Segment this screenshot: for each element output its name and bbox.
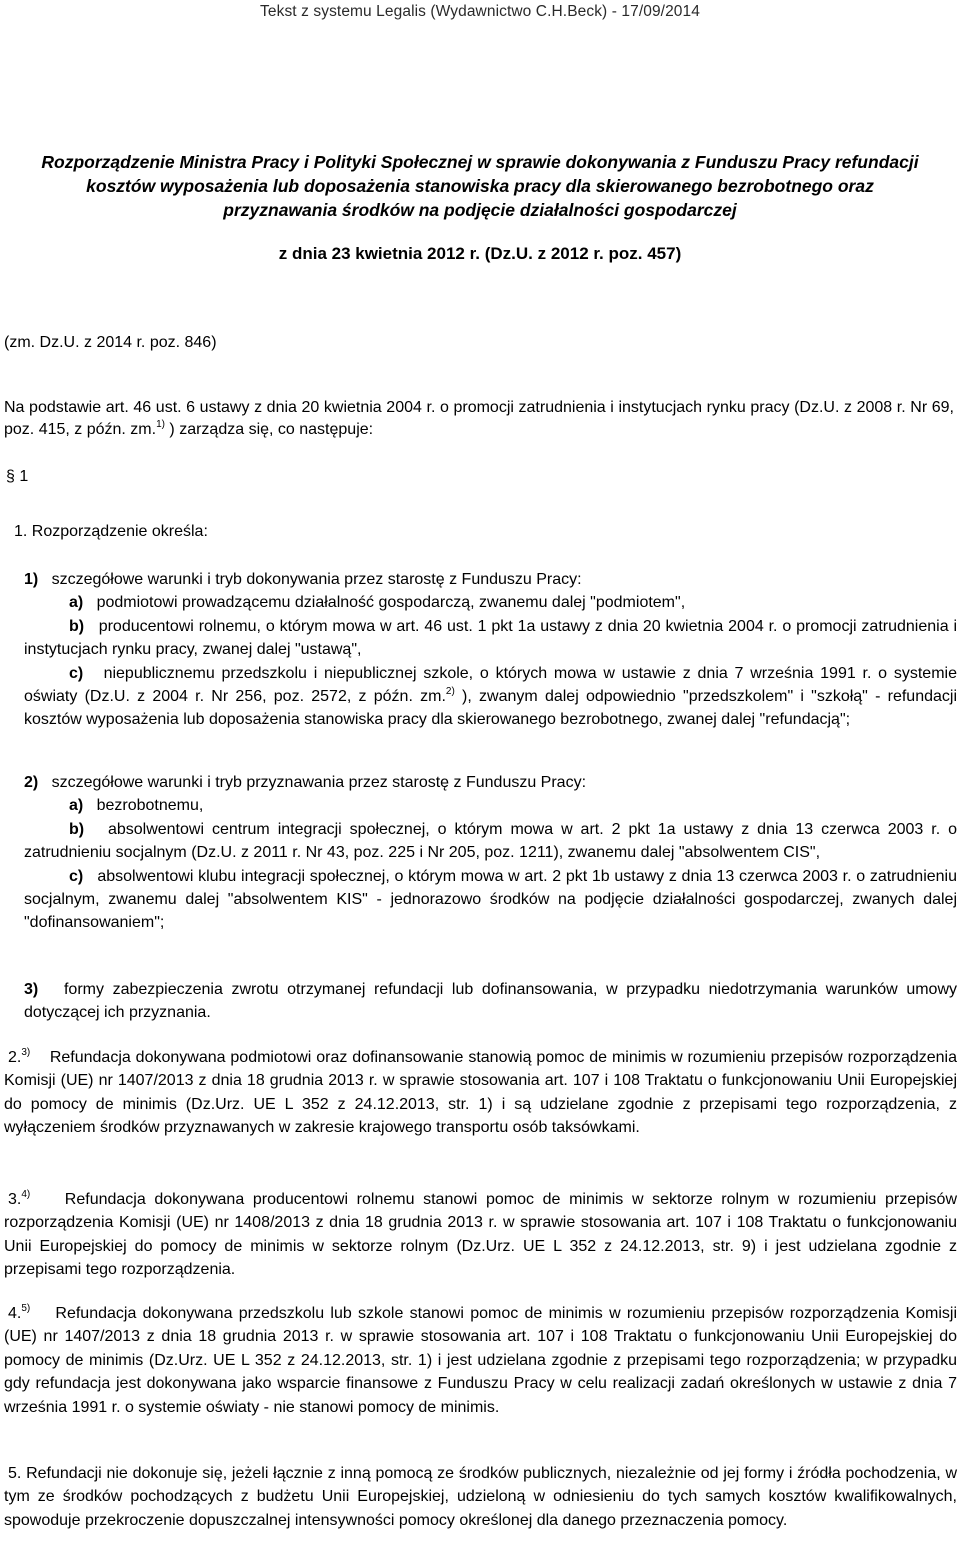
- amendments-note: (zm. Dz.U. z 2014 r. poz. 846): [4, 334, 217, 351]
- letter-label: c): [69, 867, 84, 885]
- paragraph-1-intro: 1. Rozporządzenie określa:: [14, 523, 208, 540]
- footnote-ref[interactable]: 3): [21, 1047, 31, 1058]
- letter-text: niepublicznemu przedszkolu i niepublicznej szkole, o których mowa w ustawie z dnia 7 września 1991 r. o systemie oświaty (Dz.U. z 2004 r. Nr 256, poz. 2572, z późn. zm.: [24, 664, 957, 706]
- section-mark: § 1: [6, 468, 29, 485]
- title-line: Rozporządzenie Ministra Pracy i Polityki Społecznej w sprawie dokonywania z Funduszu Pracy refundacji: [41, 152, 919, 172]
- letter-label: a): [69, 594, 84, 612]
- paragraph-5: [4, 1462, 957, 1532]
- point-2: [4, 771, 957, 935]
- point-text: szczegółowe warunki i tryb przyznawania przez starostę z Funduszu Pracy:: [51, 774, 587, 791]
- paragraph-text: Refundacja dokonywana producentowi rolnemu stanowi pomoc de minimis w sektorze rolnym w rozumieniu przepisów rozporządzenia Komisji (UE) nr 1408/2013 z dnia 18 grudnia 2013 r. w sprawie stosowania art. 107 i 108 Traktatu o funkcjonowaniu Unii Europejskiej do pomocy de minimis w sektorze rolnym (Dz.Urz. UE L 352 z 24.12.2013, str. 9) i jest udzielana zgodnie z przepisami tego rozporządzenia.: [4, 1191, 958, 1279]
- paragraph-number: 3.: [8, 1191, 22, 1208]
- point-number: 1): [24, 571, 39, 588]
- letter-text: absolwentowi centrum integracji społecznej, o którym mowa w art. 2 pkt 1a ustawy z dnia 13 czerwca 2003 r. o zatrudnieniu socjalnym (Dz.U. z 2011 r. Nr 43, poz. 225 i Nr 205, poz. 1211), zwanemu dalej "absolwentem CIS",: [24, 820, 957, 862]
- point-number: 3): [24, 981, 39, 998]
- title-line: przyznawania środków na podjęcie działalności gospodarczej: [223, 200, 737, 220]
- paragraph-2: [4, 1046, 957, 1140]
- point-text: formy zabezpieczenia zwrotu otrzymanej refundacji lub dofinansowania, w przypadku niedotrzymania warunków umowy dotyczącej ich przyznania.: [24, 981, 957, 1022]
- paragraph-text: Refundacja dokonywana podmiotowi oraz dofinansowanie stanowią pomoc de minimis w rozumieniu przepisów rozporządzenia Komisji (UE) nr 1407/2013 z dnia 18 grudnia 2013 r. w sprawie stosowania art. 107 i 108 Traktatu o funkcjonowaniu Unii Europejskiej do pomocy de minimis (Dz.Urz. UE L 352 z 24.12.2013, str. 1) i są udzielane zgodnie z przepisami tego rozporządzenia, z wyłączeniem środków przyznawanych w zakresie krajowego transportu osób taksówkami.: [4, 1049, 958, 1137]
- footnote-ref[interactable]: 2): [445, 686, 455, 698]
- point-1: [4, 568, 957, 732]
- point-number: 2): [24, 774, 39, 791]
- point-3: [4, 978, 957, 1025]
- document-title: [0, 150, 960, 222]
- paragraph-text: 5. Refundacji nie dokonuje się, jeżeli łącznie z inną pomocą ze środków publicznych, niezależnie od jej formy i źródła pochodzenia, w tym ze środków pochodzących z budżetu Unii Europejskiej, udzieloną w odniesieniu do tych samych kosztów kwalifikowalnych, spowoduje przekroczenie dopuszczalnej intensywności pomocy określonej dla danego przeznaczenia pomocy.: [4, 1465, 957, 1529]
- letter-tail: ), zwanym dalej odpowiednio "przedszkolem" i "szkołą" - refundacji kosztów wyposażenia lub doposażenia stanowiska pracy dla skierowanego bezrobotnego, zwanej dalej "refundacją";: [24, 688, 958, 729]
- document-date: z dnia 23 kwietnia 2012 r. (Dz.U. z 2012 r. poz. 457): [278, 244, 682, 263]
- letter-label: b): [69, 820, 85, 838]
- footnote-ref[interactable]: 1): [156, 419, 165, 430]
- letter-label: a): [69, 797, 84, 815]
- footnote-ref[interactable]: 5): [21, 1303, 31, 1314]
- paragraph-number: 2.: [8, 1049, 22, 1066]
- preamble-tail: ) zarządza się, co następuje:: [164, 421, 374, 438]
- letter-label: c): [69, 664, 84, 682]
- paragraph-4: [4, 1302, 957, 1419]
- preamble-text: Na podstawie art. 46 ust. 6 ustawy z dnia 20 kwietnia 2004 r. o promocji zatrudnienia i instytucjach rynku pracy (Dz.U. z 2008 r. Nr 69, poz. 415, z późn. zm.: [4, 399, 954, 438]
- title-line: kosztów wyposażenia lub doposażenia stanowiska pracy dla skierowanego bezrobotnego oraz: [86, 176, 874, 196]
- source-header: Tekst z systemu Legalis (Wydawnictwo C.H.Beck) - 17/09/2014: [260, 3, 700, 20]
- paragraph-number: 4.: [8, 1305, 22, 1322]
- preamble: [4, 397, 954, 441]
- paragraph-3: [4, 1188, 957, 1282]
- letter-text: podmiotowi prowadzącemu działalność gospodarczą, zwanemu dalej "podmiotem",: [96, 594, 686, 612]
- point-text: szczegółowe warunki i tryb dokonywania przez starostę z Funduszu Pracy:: [51, 571, 582, 588]
- letter-text: absolwentowi klubu integracji społecznej, o którym mowa w art. 2 pkt 1b ustawy z dnia 13 czerwca 2003 r. o zatrudnieniu socjalnym, zwanemu dalej "absolwentem KIS" - jednorazowo środków na podjęcie działalności gospodarczej, zwanych dalej "dofinansowaniem";: [24, 867, 957, 932]
- letter-text: producentowi rolnemu, o którym mowa w art. 46 ust. 1 pkt 1a ustawy z dnia 20 kwietnia 2004 r. o promocji zatrudnienia i instytucjach rynku pracy, zwanej dalej "ustawą",: [24, 617, 958, 659]
- letter-label: b): [69, 617, 85, 635]
- footnote-ref[interactable]: 4): [21, 1189, 31, 1200]
- paragraph-text: Refundacja dokonywana przedszkolu lub szkole stanowi pomoc de minimis w rozumieniu przepisów rozporządzenia Komisji (UE) nr 1407/2013 z dnia 18 grudnia 2013 r. w sprawie stosowania art. 107 i 108 Traktatu o funkcjonowaniu Unii Europejskiej do pomocy de minimis (Dz.Urz. UE L 352 z 24.12.2013, str. 1) i jest udzielana zgodnie z przepisami tego rozporządzenia; w przypadku gdy refundacja jest dokonywana jako wsparcie finansowe z Funduszu Pracy w celu realizacji zadań określonych w ustawie z dnia 7 września 1991 r. o systemie oświaty - nie stanowi pomocy de minimis.: [4, 1305, 958, 1416]
- letter-text: bezrobotnemu,: [96, 797, 204, 815]
